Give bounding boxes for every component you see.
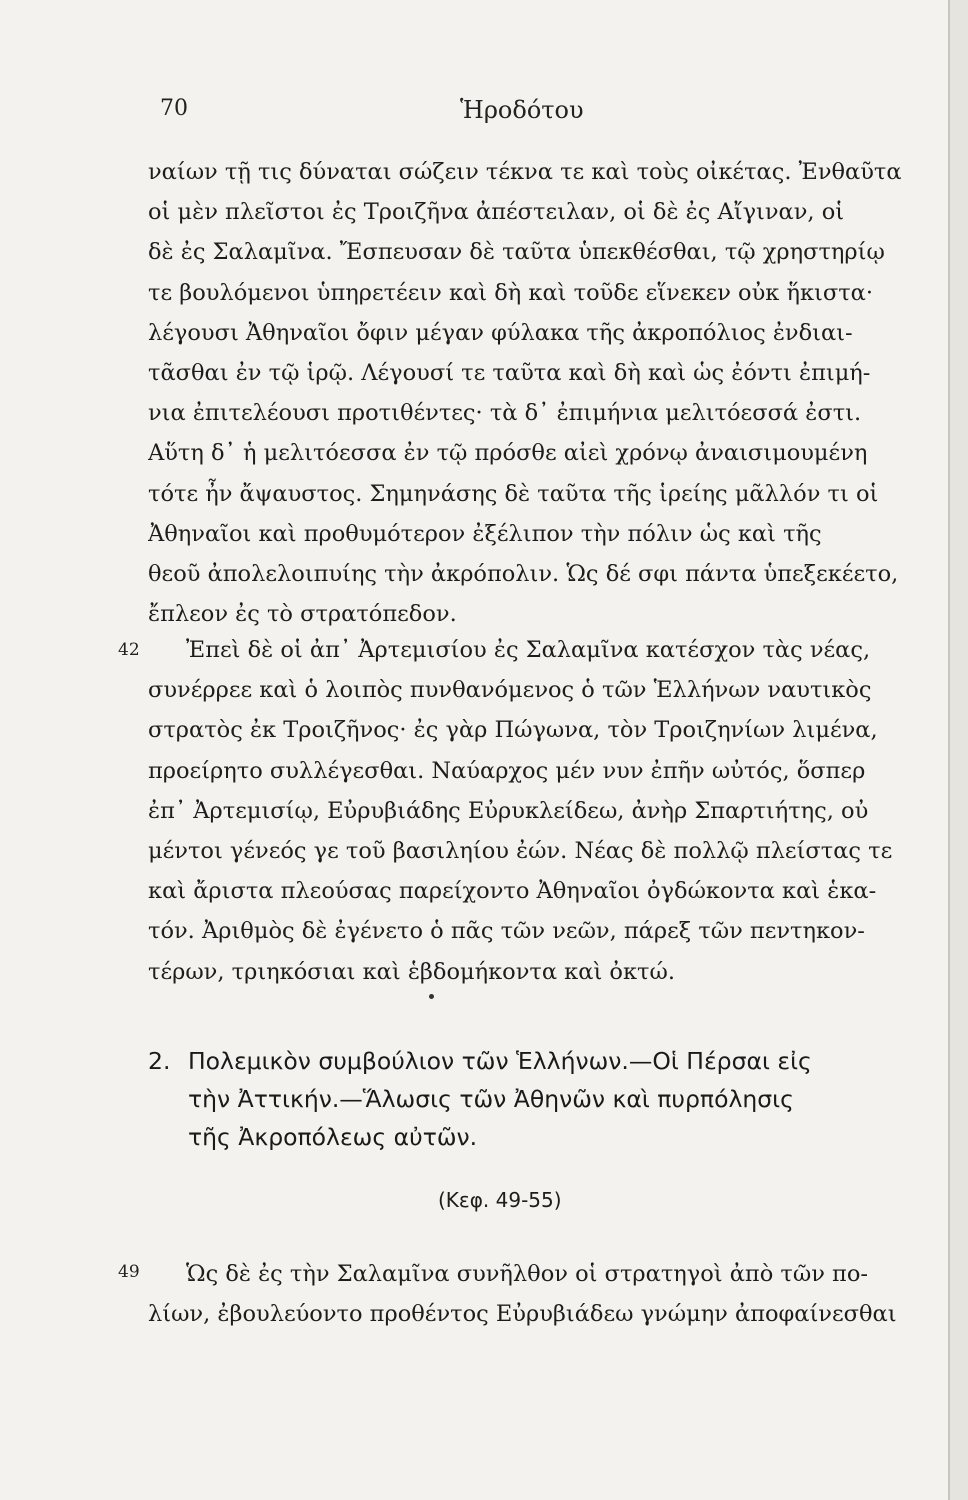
text-line: οἱ μὲν πλεῖστοι ἐς Τροιζῆνα ἀπέστειλαν, οἱ δὲ ἐς Αἴγιναν, οἱ [148, 199, 845, 226]
text-line: τόν. Ἀριθμὸς δὲ ἐγένετο ὁ πᾶς τῶν νεῶν, πάρεξ τῶν πεντηκον- [148, 918, 865, 945]
text-line: Ὡς δὲ ἐς τὴν Σαλαμῖνα συνῆλθον οἱ στρατηγοὶ ἀπὸ τῶν πο- [186, 1261, 868, 1287]
section-number: 2. [148, 1047, 171, 1075]
text-line: ἔπλεον ἐς τὸ στρατόπεδον. [148, 601, 457, 628]
text-line: Ἐπεὶ δὲ οἱ ἀπ᾽ Ἀρτεμισίου ἐς Σαλαμῖνα κατέσχον τὰς νέας, [186, 637, 871, 663]
chapters-reference: (Κεφ. 49-55) [438, 1188, 562, 1212]
text-line: τᾶσθαι ἐν τῷ ἱρῷ. Λέγουσί τε ταῦτα καὶ δὴ καὶ ὡς ἐόντι ἐπιμή- [148, 359, 871, 386]
section-title-text: Πολεμικὸν συμβούλιον τῶν Ἑλλήνων.—Οἱ Πέρσαι εἰς [188, 1047, 812, 1075]
text-line: προείρητο συλλέγεσθαι. Ναύαρχος μέν νυν ἐπῆν ωὐτός, ὅσπερ [148, 757, 866, 784]
chapter-number-49: 49 [118, 1262, 140, 1282]
chapter-42-paragraph [148, 630, 920, 992]
text-line: στρατὸς ἐκ Τροιζῆνος· ἐς γὰρ Πώγωνα, τὸν Τροιζηνίων λιμένα, [148, 717, 878, 744]
section-title-line [148, 1042, 920, 1080]
text-line: μέντοι γένεός γε τοῦ βασιληίου ἐών. Νέας δὲ πολλῷ πλείστας τε [148, 837, 893, 864]
text-line: τότε ἦν ἄψαυστος. Σημηνάσης δὲ ταῦτα τῆς ἱρείης μᾶλλόν τι οἱ [148, 480, 879, 507]
paragraph-continuation [148, 152, 920, 634]
text-line: Αὕτη δ᾽ ἡ μελιτόεσσα ἐν τῷ πρόσθε αἰεὶ χρόνῳ ἀναισιμουμένη [148, 440, 868, 467]
text-line: δὲ ἐς Σαλαμῖνα. Ἔσπευσαν δὲ ταῦτα ὑπεκθέσθαι, τῷ χρηστηρίῳ [148, 239, 885, 266]
running-head: Ἡροδότου [460, 96, 584, 124]
text-line: Ἀθηναῖοι καὶ προθυμότερον ἐξέλιπον τὴν πόλιν ὡς καὶ τῆς [148, 520, 822, 547]
text-line: λίων, ἐβουλεύοντο προθέντος Εὐρυβιάδεω γνώμην ἀποφαίνεσθαι [148, 1301, 897, 1328]
text-line: τε βουλόμενοι ὑπηρετέειν καὶ δὴ καὶ τοῦδε εἵνεκεν οὐκ ἥκιστα· [148, 279, 873, 306]
text-line: καὶ ἄριστα πλεούσας παρείχοντο Ἀθηναῖοι ὀγδώκοντα καὶ ἑκα- [148, 878, 877, 905]
text-line: ναίων τῇ τις δύναται σώζειν τέκνα τε καὶ τοὺς οἰκέτας. Ἐνθαῦτα [148, 159, 902, 185]
chapter-49-paragraph [148, 1254, 920, 1334]
text-line: λέγουσι Ἀθηναῖοι ὄφιν μέγαν φύλακα τῆς ἀκροπόλιος ἐνδιαι- [148, 319, 853, 346]
page-number: 70 [160, 96, 188, 121]
text-line: θεοῦ ἀπολελοιπυίης τὴν ἀκρόπολιν. Ὡς δέ σφι πάντα ὑπεξεκέετο, [148, 560, 899, 587]
separator-dot [429, 994, 434, 999]
text-line: νια ἐπιτελέουσι προτιθέντες· τὰ δ᾽ ἐπιμήνια μελιτόεσσά ἐστι. [148, 400, 862, 427]
chapter-number-42: 42 [118, 640, 140, 660]
text-line: τέρων, τριηκόσιαι καὶ ἑβδομήκοντα καὶ ὀκτώ. [148, 958, 675, 985]
text-line: ἐπ᾽ Ἀρτεμισίῳ, Εὐρυβιάδης Εὐρυκλείδεω, ἀνὴρ Σπαρτιήτης, οὐ [148, 797, 869, 824]
section-title-line: τῆς Ἀκροπόλεως αὐτῶν. [188, 1123, 478, 1151]
section-heading [148, 1042, 920, 1156]
section-title-line: τὴν Ἀττικήν.—Ἅλωσις τῶν Ἀθηνῶν καὶ πυρπόλησις [188, 1085, 794, 1113]
text-line: συνέρρεε καὶ ὁ λοιπὸς πυνθανόμενος ὁ τῶν Ἑλλήνων ναυτικὸς [148, 677, 872, 704]
